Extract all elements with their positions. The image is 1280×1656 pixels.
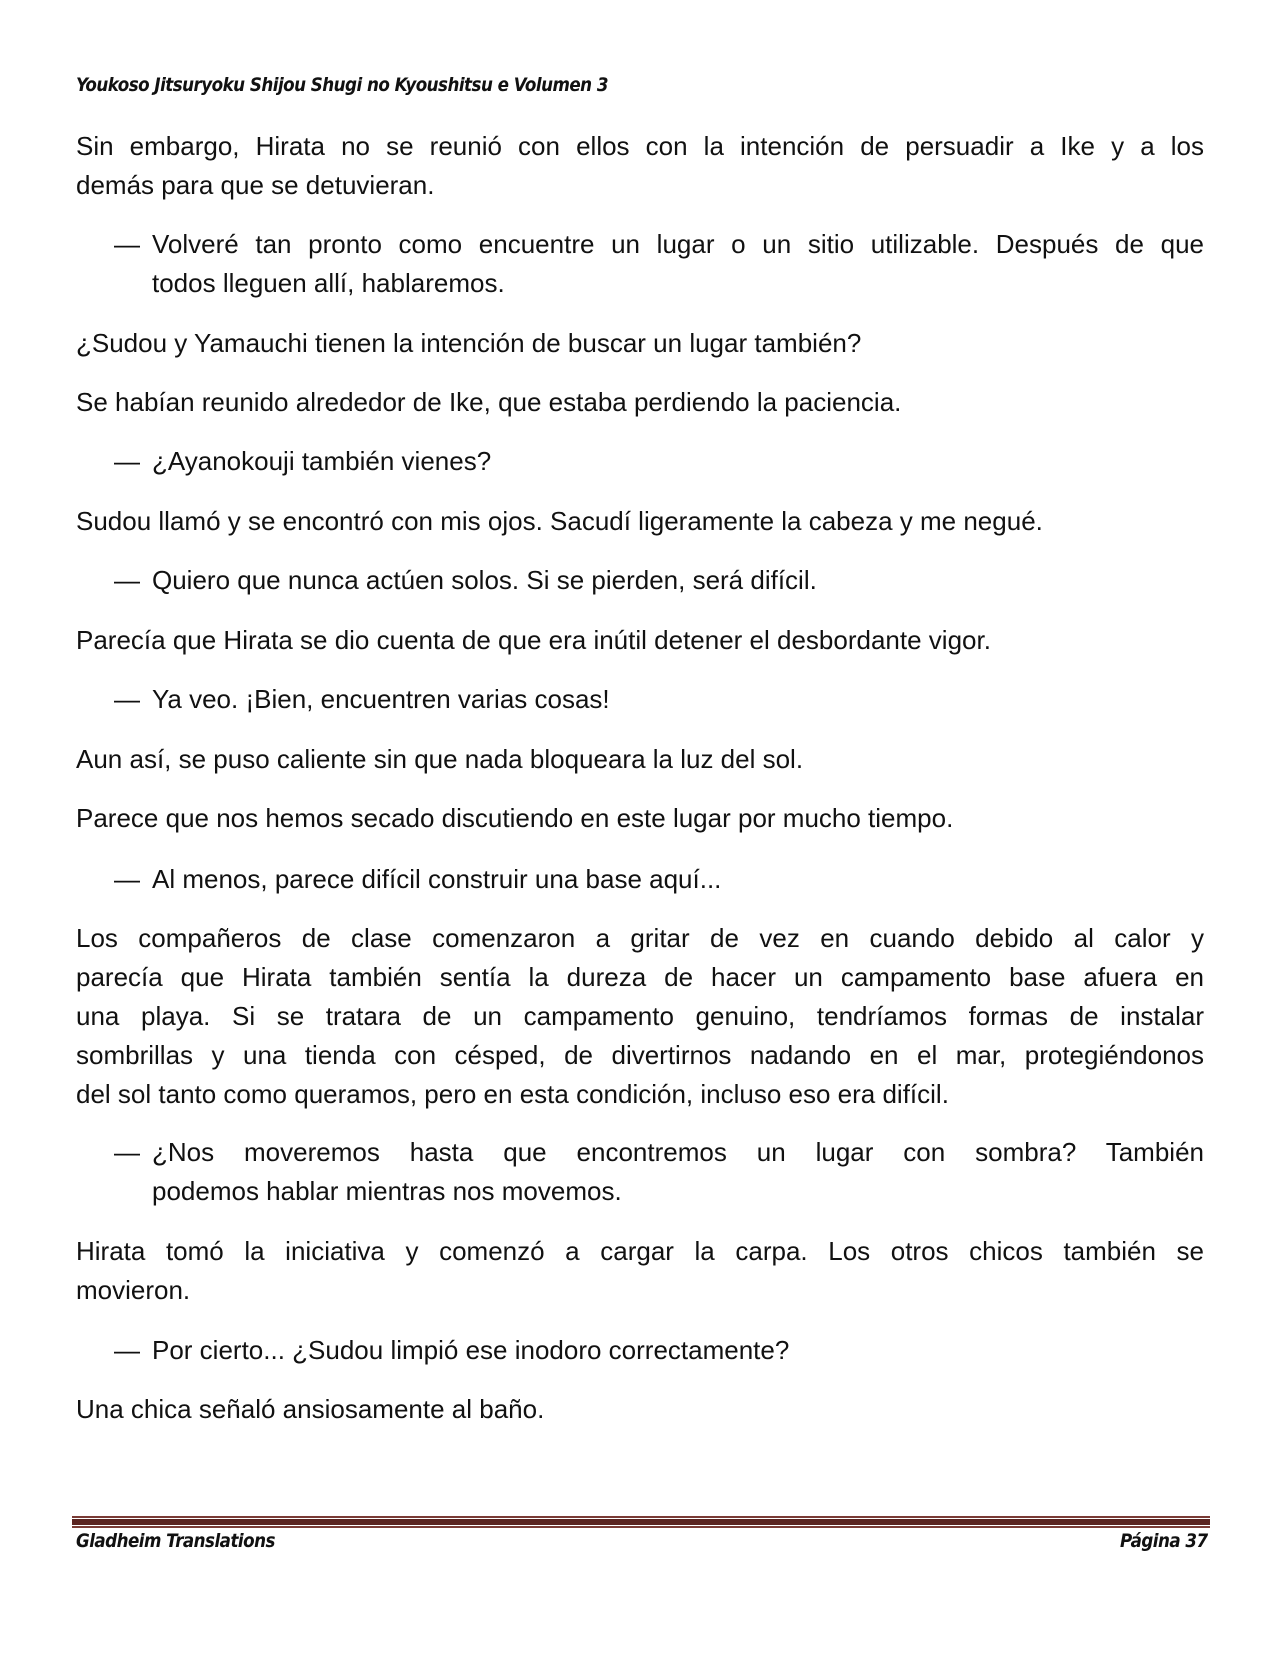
line-text: Quiero que nunca actúen solos. Si se pierden, será difícil. xyxy=(152,565,817,595)
line-text: Parece que nos hemos secado discutiendo en este lugar por mucho tiempo. xyxy=(76,803,954,833)
line-text: todos lleguen allí, hablaremos. xyxy=(152,268,505,298)
paragraph xyxy=(76,799,1204,838)
text-line xyxy=(76,919,1204,958)
dialogue-paragraph xyxy=(114,1133,1204,1211)
line-text: Hirata tomó la iniciativa y comenzó a cargar la carpa. Los otros chicos también se xyxy=(76,1236,1204,1266)
paragraph xyxy=(76,383,1204,422)
line-text: Al menos, parece difícil construir una base aquí... xyxy=(152,864,722,894)
line-text: Se habían reunido alrededor de Ike, que estaba perdiendo la paciencia. xyxy=(76,387,902,417)
footer-rule xyxy=(72,1526,1210,1528)
line-text: movieron. xyxy=(76,1275,191,1305)
paragraph xyxy=(76,1390,1204,1429)
footer-rule xyxy=(72,1516,1210,1518)
text-line xyxy=(76,799,1204,838)
line-text: Sin embargo, Hirata no se reunió con ellos con la intención de persuadir a Ike y a los xyxy=(76,131,1204,161)
text-line xyxy=(76,383,1204,422)
text-line xyxy=(76,127,1204,166)
line-text: Sudou llamó y se encontró con mis ojos. Sacudí ligeramente la cabeza y me negué. xyxy=(76,506,1043,536)
dialogue-paragraph xyxy=(114,1331,1204,1370)
dialogue-dash: — xyxy=(114,684,140,714)
dialogue-dash: — xyxy=(114,1335,140,1365)
text-line xyxy=(76,1075,1204,1114)
line-text: Volveré tan pronto como encuentre un lugar o un sitio utilizable. Después de que xyxy=(152,229,1204,259)
paragraph xyxy=(76,1232,1204,1310)
line-text: demás para que se detuvieran. xyxy=(76,170,435,200)
text-line xyxy=(114,1133,1204,1172)
text-line xyxy=(114,1331,1204,1370)
paragraph xyxy=(76,324,1204,363)
line-text: parecía que Hirata también sentía la dureza de hacer un campamento base afuera en xyxy=(76,962,1204,992)
dialogue-paragraph xyxy=(114,225,1204,303)
text-line xyxy=(76,166,1204,205)
dialogue-paragraph xyxy=(114,561,1204,600)
text-line xyxy=(114,264,1204,303)
text-line xyxy=(76,1036,1204,1075)
paragraph xyxy=(76,919,1204,1114)
footer-rule xyxy=(72,1519,1210,1525)
footer-publisher: Gladheim Translations xyxy=(76,1530,275,1552)
paragraph xyxy=(76,740,1204,779)
dialogue-dash: — xyxy=(114,446,140,476)
text-line xyxy=(76,1232,1204,1271)
line-text: Ya veo. ¡Bien, encuentren varias cosas! xyxy=(152,684,610,714)
text-line xyxy=(114,1172,1204,1211)
running-header: Youkoso Jitsuryoku Shijou Shugi no Kyoushitsu e Volumen 3 xyxy=(76,74,608,96)
line-text: ¿Nos moveremos hasta que encontremos un lugar con sombra? También xyxy=(152,1137,1204,1167)
line-text: ¿Ayanokouji también vienes? xyxy=(152,446,492,476)
text-line xyxy=(76,502,1204,541)
text-line xyxy=(76,1271,1204,1310)
text-line xyxy=(76,958,1204,997)
dialogue-paragraph xyxy=(114,442,1204,481)
line-text: una playa. Si se tratara de un campamento genuino, tendríamos formas de instalar xyxy=(76,1001,1204,1031)
text-line xyxy=(76,997,1204,1036)
line-text: ¿Sudou y Yamauchi tienen la intención de buscar un lugar también? xyxy=(76,328,862,358)
text-line xyxy=(76,621,1204,660)
paragraph xyxy=(76,127,1204,205)
line-text: podemos hablar mientras nos movemos. xyxy=(152,1176,622,1206)
line-text: sombrillas y una tienda con césped, de divertirnos nadando en el mar, protegiéndonos xyxy=(76,1040,1204,1070)
dialogue-dash: — xyxy=(114,864,140,894)
line-text: Por cierto... ¿Sudou limpió ese inodoro correctamente? xyxy=(152,1335,790,1365)
text-line xyxy=(114,860,1204,899)
paragraph xyxy=(76,502,1204,541)
line-text: del sol tanto como queramos, pero en esta condición, incluso eso era difícil. xyxy=(76,1079,949,1109)
line-text: Los compañeros de clase comenzaron a gritar de vez en cuando debido al calor y xyxy=(76,923,1204,953)
line-text: Una chica señaló ansiosamente al baño. xyxy=(76,1394,545,1424)
line-text: Aun así, se puso caliente sin que nada bloqueara la luz del sol. xyxy=(76,744,804,774)
text-line xyxy=(114,442,1204,481)
dialogue-paragraph xyxy=(114,680,1204,719)
dialogue-dash: — xyxy=(114,229,140,259)
dialogue-paragraph xyxy=(114,860,1204,899)
text-line xyxy=(76,1390,1204,1429)
dialogue-dash: — xyxy=(114,565,140,595)
text-line xyxy=(76,740,1204,779)
text-line xyxy=(114,680,1204,719)
footer-page-number: Página 37 xyxy=(1120,1530,1208,1552)
paragraph xyxy=(76,621,1204,660)
text-line xyxy=(114,225,1204,264)
text-line xyxy=(76,324,1204,363)
dialogue-dash: — xyxy=(114,1137,140,1167)
line-text: Parecía que Hirata se dio cuenta de que era inútil detener el desbordante vigor. xyxy=(76,625,991,655)
text-line xyxy=(114,561,1204,600)
